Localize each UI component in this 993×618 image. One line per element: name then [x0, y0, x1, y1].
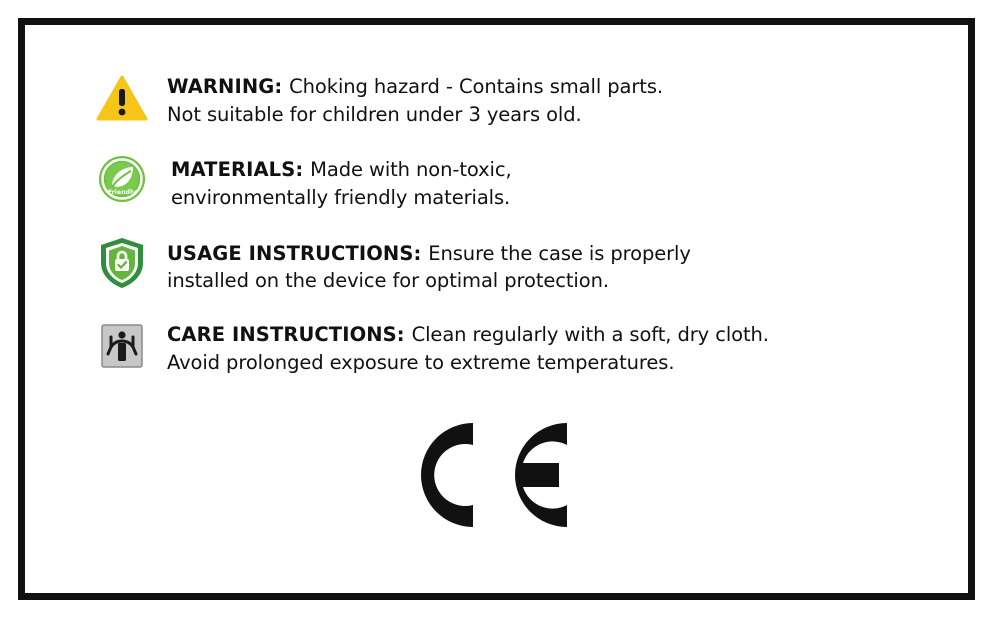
notice-title-care: CARE INSTRUCTIONS: — [167, 323, 412, 347]
notice-line2-care: Avoid prolonged exposure to extreme temperatures. — [167, 350, 675, 374]
notice-line2-usage: installed on the device for optimal protection. — [167, 269, 609, 293]
notice-line2-warning: Not suitable for children under 3 years old. — [167, 102, 582, 126]
notice-line1-warning: Choking hazard - Contains small parts. — [289, 75, 663, 98]
notice-line1-care: Clean regularly with a soft, dry cloth. — [411, 323, 769, 347]
ce-mark-text — [577, 415, 578, 416]
notice-line1-materials: Made with non-toxic, — [310, 158, 512, 182]
notice-title-warning: WARNING: — [167, 75, 290, 98]
shield-check-icon — [95, 236, 149, 290]
notice-text-warning — [167, 71, 663, 128]
svg-text:Friendly: Friendly — [107, 189, 137, 197]
notice-text-care — [167, 319, 769, 376]
notice-item-warning — [95, 71, 928, 128]
ce-mark-area — [95, 377, 928, 584]
notice-item-materials — [95, 152, 928, 211]
notice-item-care — [95, 319, 928, 376]
label-content — [25, 25, 968, 593]
notice-text-usage — [167, 236, 691, 295]
handle-with-care-icon — [95, 319, 149, 373]
notice-title-usage: USAGE INSTRUCTIONS: — [167, 241, 429, 265]
warning-triangle-icon — [95, 71, 149, 125]
notice-item-usage — [95, 236, 928, 295]
notice-list — [95, 71, 928, 377]
ce-conformity-mark — [407, 415, 577, 539]
notice-line1-usage: Ensure the case is properly — [428, 241, 691, 265]
notice-line2-materials: environmentally friendly materials. — [171, 186, 511, 210]
eco-friendly-leaf-icon — [95, 152, 149, 206]
notice-title-materials: MATERIALS: — [171, 158, 311, 182]
notice-text-materials — [167, 152, 512, 211]
